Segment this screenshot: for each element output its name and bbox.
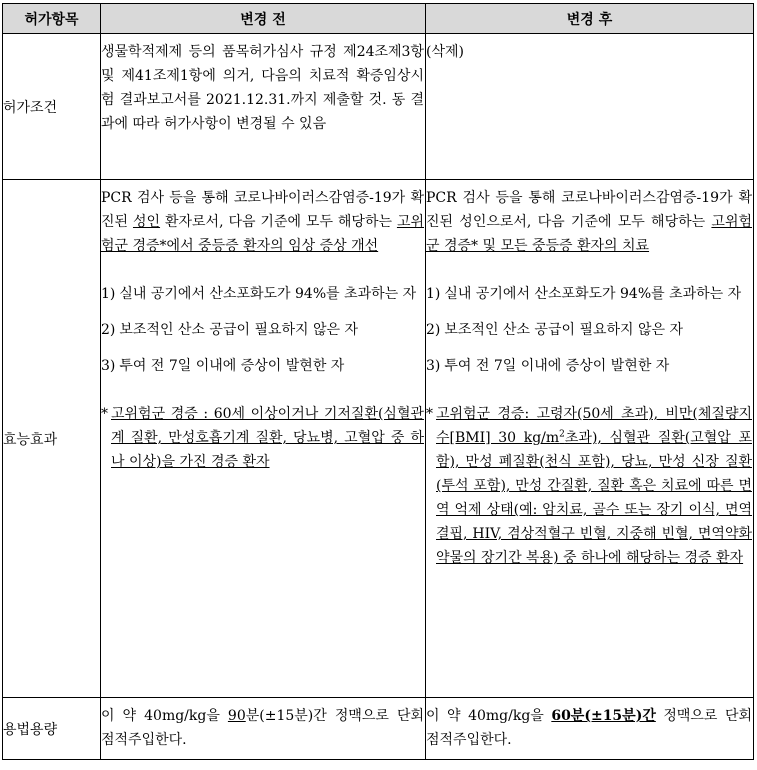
efficacy-after-intro: PCR 검사 등을 통해 코로나바이러스감염증-19가 확진된 성인으로서, 다음 기준에 모두 해당하는 고위험군 경증* 및 모든 중등증 환자의 치료 bbox=[426, 190, 752, 254]
efficacy-before-item-3: 3) 투여 전 7일 이내에 증상이 발현한 자 bbox=[101, 358, 345, 374]
header-row bbox=[3, 4, 754, 34]
efficacy-after-item-3: 3) 투여 전 7일 이내에 증상이 발현한 자 bbox=[426, 358, 670, 374]
efficacy-after-cell bbox=[426, 180, 754, 698]
efficacy-after-item-1: 1) 실내 공기에서 산소포화도가 94%를 초과하는 자 bbox=[426, 286, 742, 302]
condition-after-text: (삭제) bbox=[426, 44, 464, 60]
condition-label: 허가조건 bbox=[3, 34, 101, 180]
efficacy-label: 효능효과 bbox=[3, 180, 101, 698]
condition-row bbox=[3, 34, 754, 180]
dosage-label: 용법용량 bbox=[3, 698, 101, 760]
dosage-after-text: 이 약 40mg/kg을 60분(±15분)간 정맥으로 단회 점적주입한다. bbox=[426, 708, 753, 748]
header-before: 변경 전 bbox=[101, 4, 426, 34]
header-item: 허가항목 bbox=[3, 4, 101, 34]
header-after: 변경 후 bbox=[426, 4, 754, 34]
efficacy-row bbox=[3, 180, 754, 698]
condition-before-cell bbox=[101, 34, 426, 180]
efficacy-before-footnote: * 고위험군 경증 : 60세 이상이거나 기저질환(심혈관계 질환, 만성호흡기계 질환, 당뇨병, 고혈압 중 하나 이상)을 가진 경증 환자 bbox=[101, 406, 424, 470]
efficacy-before-item-2: 2) 보조적인 산소 공급이 필요하지 않은 자 bbox=[101, 322, 359, 338]
dosage-after-cell bbox=[426, 698, 754, 760]
efficacy-before-item-1: 1) 실내 공기에서 산소포화도가 94%를 초과하는 자 bbox=[101, 286, 417, 302]
condition-after-cell bbox=[426, 34, 754, 180]
efficacy-after-footnote: * 고위험군 경증: 고령자(50세 초과), 비만(체질량지수[BMI] 30 $kg/m^2$초과), 심혈관 질환(고혈압 포함), 만성 폐질환(천식 포함), 당뇨, 만성 신장 질환(투석 포함), 만성 간질환, 질환 혹은 치료에 따른 면역 억제 상태(예: 암치료, 골수 또는 장기 이식, 면역결핍, HIV, 겸상적혈구 빈혈, 지중해 빈혈, 면역약화 약물의 장기간 복용) 중 하나에 해당하는 경증 환자 bbox=[426, 406, 752, 566]
dosage-before-cell bbox=[101, 698, 426, 760]
efficacy-after-item-2: 2) 보조적인 산소 공급이 필요하지 않은 자 bbox=[426, 322, 684, 338]
dosage-before-text: 이 약 40mg/kg을 90분(±15분)간 정맥으로 단회 점적주입한다. bbox=[101, 708, 424, 748]
condition-before-text: 생물학적제제 등의 품목허가심사 규정 제24조제3항 및 제41조제1항에 의거, 다음의 치료적 확증임상시험 결과보고서를 2021.12.31.까지 제출할 것. 동 결과에 따라 허가사항이 변경될 수 있음 bbox=[101, 44, 424, 132]
dosage-row bbox=[3, 698, 754, 760]
efficacy-before-cell bbox=[101, 180, 426, 698]
approval-change-table bbox=[2, 3, 754, 760]
efficacy-before-intro: PCR 검사 등을 통해 코로나바이러스감염증-19가 확진된 성인 환자로서, 다음 기준에 모두 해당하는 고위험군 경증*에서 중등증 환자의 임상 증상 개선 bbox=[101, 190, 424, 254]
